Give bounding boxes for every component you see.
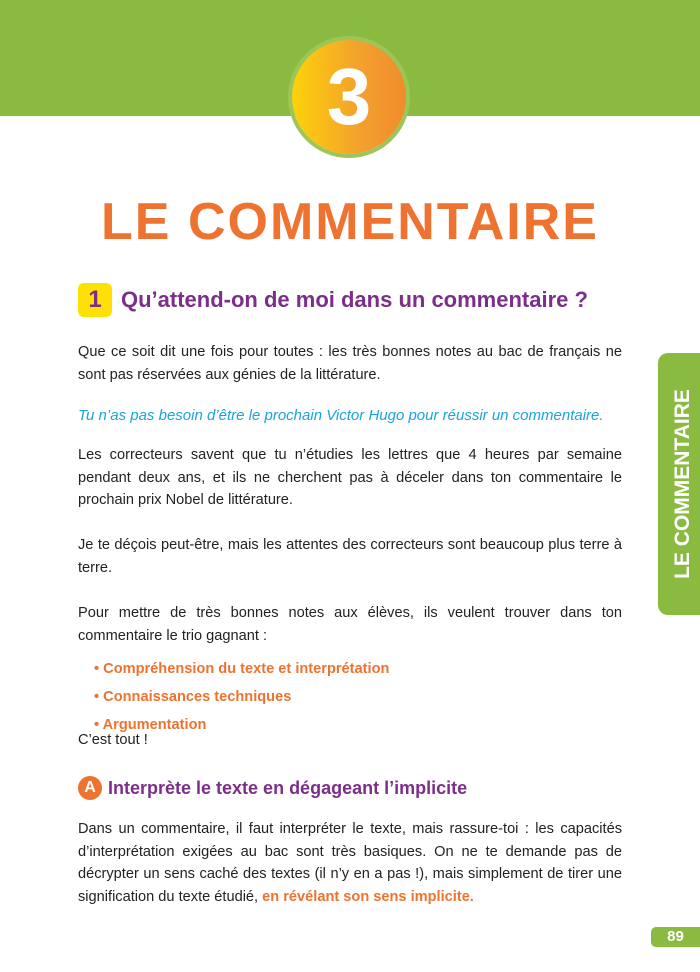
paragraph-text: Dans un commentaire, il faut interpréter le texte, mais rassure-toi : les capacités d’interprétation exigées au bac sont très basiques. On ne te demande pas de décrypter un sens caché des textes (il n’y en a pas !), mais simplement de tirer une signification du texte étudié, <box>78 821 622 905</box>
emphasis-text: en révélant son sens implicite. <box>262 888 474 905</box>
paragraph: Je te déçois peut-être, mais les attentes des correcteurs sont beaucoup plus terre à terre. <box>78 537 622 576</box>
paragraph: Pour mettre de très bonnes notes aux élèves, ils veulent trouver dans ton commentaire le trio gagnant : <box>78 605 622 644</box>
paragraph <box>78 818 622 908</box>
chapter-number-badge: 3 <box>292 40 406 154</box>
paragraph: C’est tout ! <box>78 732 148 748</box>
highlight-text: Tu n’as pas besoin d’être le prochain Victor Hugo pour réussir un commentaire. <box>78 407 604 424</box>
paragraph: Que ce soit dit une fois pour toutes : les très bonnes notes au bac de français ne sont pas réservées aux génies de la littérature. <box>78 344 622 383</box>
subsection-title: Interprète le texte en dégageant l’implicite <box>108 777 468 798</box>
section-heading <box>78 283 588 317</box>
side-tab <box>658 353 700 615</box>
subsection-letter: A <box>78 776 102 800</box>
bullet-item: • Argumentation <box>94 717 207 733</box>
bullet-item: • Connaissances techniques <box>94 689 292 705</box>
chapter-title: LE COMMENTAIRE <box>101 193 599 251</box>
subsection-heading <box>78 776 467 800</box>
section-title: Qu’attend-on de moi dans un commentaire ? <box>121 287 588 312</box>
bullet-item: • Compréhension du texte et interprétation <box>94 661 390 677</box>
page-number: 89 <box>651 927 700 947</box>
section-number: 1 <box>78 283 112 317</box>
side-tab-label: LE COMMENTAIRE <box>671 389 694 579</box>
paragraph: Les correcteurs savent que tu n’étudies les lettres que 4 heures par semaine pendant deux ans, et ils ne cherchent pas à déceler dans ton commentaire le prochain prix Nobel de littérature. <box>78 447 622 508</box>
